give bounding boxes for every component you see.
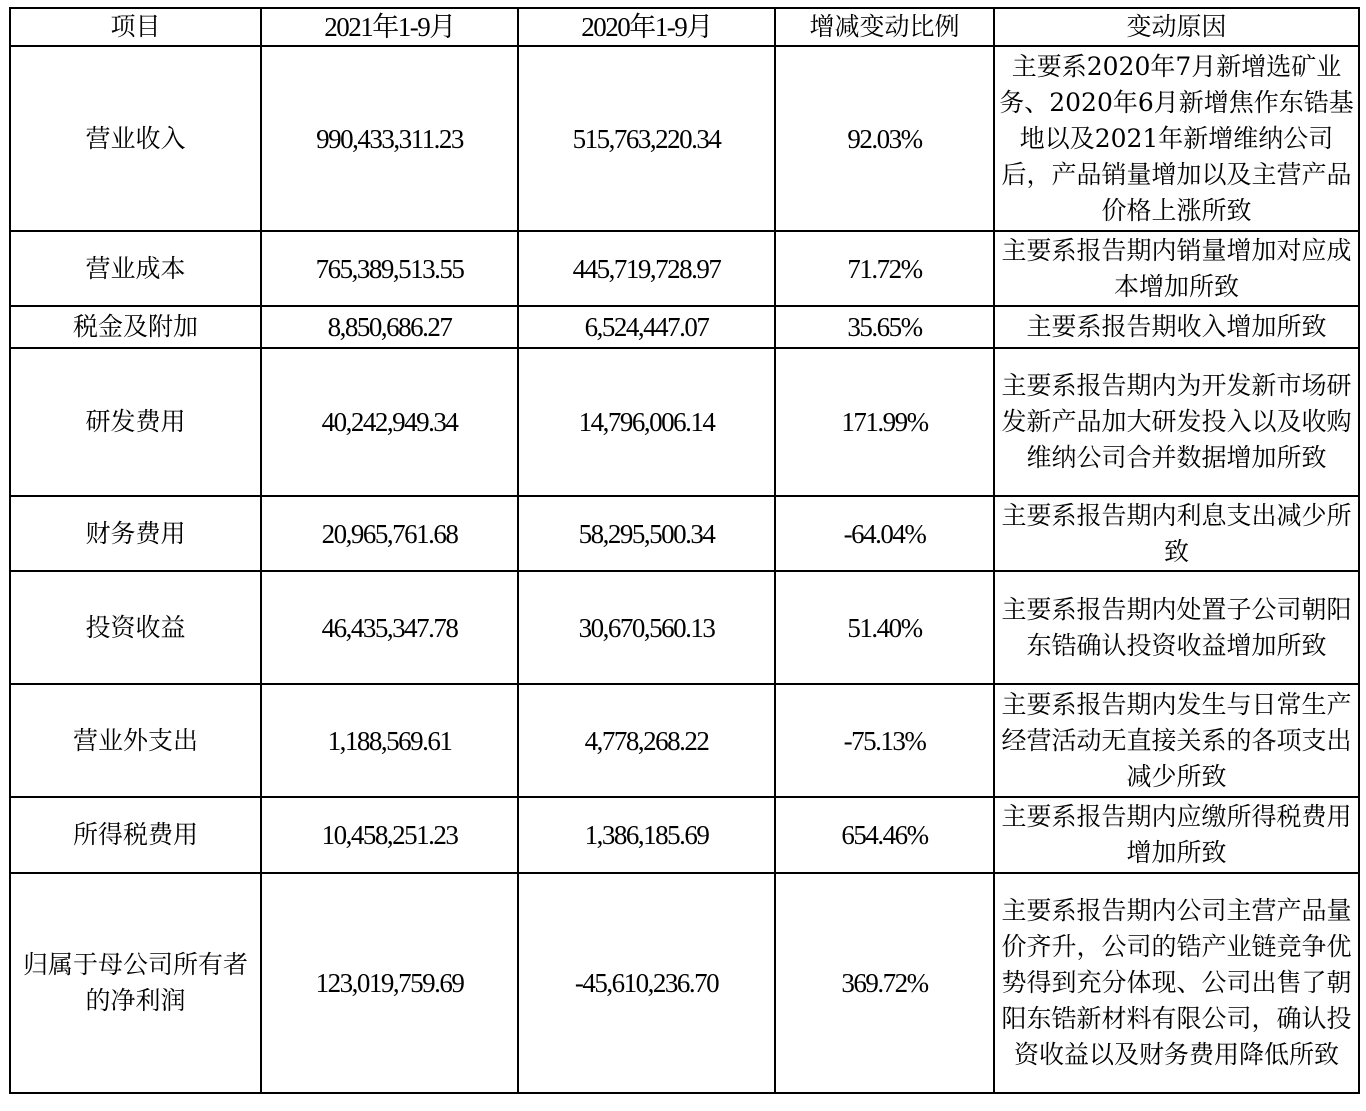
- reason-cell: 主要系报告期内为开发新市场研发新产品加大研发投入以及收购维纳公司合并数据增加所致: [994, 348, 1359, 496]
- value-2020-cell: 30,670,560.13: [518, 571, 775, 684]
- change-ratio-cell: 35.65%: [775, 306, 994, 348]
- item-cell: 投资收益: [10, 571, 261, 684]
- header-2021: 2021年1-9月: [261, 8, 518, 46]
- reason-cell: 主要系报告期内利息支出减少所致: [994, 496, 1359, 571]
- item-cell: 研发费用: [10, 348, 261, 496]
- value-2021-cell: 20,965,761.68: [261, 496, 518, 571]
- table-row: [10, 348, 1359, 496]
- financial-change-table: [9, 7, 1360, 1094]
- header-item: 项目: [10, 8, 261, 46]
- reason-cell: 主要系报告期内销量增加对应成本增加所致: [994, 231, 1359, 306]
- header-row: [10, 8, 1359, 46]
- item-cell: 营业成本: [10, 231, 261, 306]
- reason-cell: 主要系报告期内处置子公司朝阳东锆确认投资收益增加所致: [994, 571, 1359, 684]
- reason-cell: 主要系报告期内应缴所得税费用增加所致: [994, 797, 1359, 873]
- change-ratio-cell: 369.72%: [775, 873, 994, 1093]
- change-ratio-cell: -75.13%: [775, 684, 994, 797]
- value-2021-cell: 46,435,347.78: [261, 571, 518, 684]
- table-row: [10, 797, 1359, 873]
- table-row: [10, 496, 1359, 571]
- value-2020-cell: 58,295,500.34: [518, 496, 775, 571]
- table-row: [10, 873, 1359, 1093]
- table-row: [10, 46, 1359, 231]
- table-row: [10, 571, 1359, 684]
- change-ratio-cell: 171.99%: [775, 348, 994, 496]
- value-2021-cell: 765,389,513.55: [261, 231, 518, 306]
- table-row: [10, 306, 1359, 348]
- item-cell: 税金及附加: [10, 306, 261, 348]
- value-2020-cell: 14,796,006.14: [518, 348, 775, 496]
- value-2021-cell: 123,019,759.69: [261, 873, 518, 1093]
- change-ratio-cell: -64.04%: [775, 496, 994, 571]
- value-2021-cell: 1,188,569.61: [261, 684, 518, 797]
- item-cell: 营业收入: [10, 46, 261, 231]
- value-2021-cell: 10,458,251.23: [261, 797, 518, 873]
- value-2020-cell: -45,610,236.70: [518, 873, 775, 1093]
- item-cell: 归属于母公司所有者的净利润: [10, 873, 261, 1093]
- item-cell: 所得税费用: [10, 797, 261, 873]
- reason-cell: 主要系报告期内公司主营产品量价齐升，公司的锆产业链竞争优势得到充分体现、公司出售了朝阳东锆新材料有限公司，确认投资收益以及财务费用降低所致: [994, 873, 1359, 1093]
- change-ratio-cell: 51.40%: [775, 571, 994, 684]
- change-ratio-cell: 92.03%: [775, 46, 994, 231]
- reason-cell: 主要系2020年7月新增选矿业务、2020年6月新增焦作东锆基地以及2021年新增维纳公司后，产品销量增加以及主营产品价格上涨所致: [994, 46, 1359, 231]
- value-2020-cell: 4,778,268.22: [518, 684, 775, 797]
- value-2020-cell: 515,763,220.34: [518, 46, 775, 231]
- item-cell: 营业外支出: [10, 684, 261, 797]
- value-2020-cell: 445,719,728.97: [518, 231, 775, 306]
- header-reason: 变动原因: [994, 8, 1359, 46]
- change-ratio-cell: 71.72%: [775, 231, 994, 306]
- header-change-ratio: 增减变动比例: [775, 8, 994, 46]
- value-2021-cell: 40,242,949.34: [261, 348, 518, 496]
- table-row: [10, 684, 1359, 797]
- item-cell: 财务费用: [10, 496, 261, 571]
- reason-cell: 主要系报告期内发生与日常生产经营活动无直接关系的各项支出减少所致: [994, 684, 1359, 797]
- value-2021-cell: 8,850,686.27: [261, 306, 518, 348]
- header-2020: 2020年1-9月: [518, 8, 775, 46]
- value-2020-cell: 6,524,447.07: [518, 306, 775, 348]
- reason-cell: 主要系报告期收入增加所致: [994, 306, 1359, 348]
- value-2020-cell: 1,386,185.69: [518, 797, 775, 873]
- change-ratio-cell: 654.46%: [775, 797, 994, 873]
- table-row: [10, 231, 1359, 306]
- value-2021-cell: 990,433,311.23: [261, 46, 518, 231]
